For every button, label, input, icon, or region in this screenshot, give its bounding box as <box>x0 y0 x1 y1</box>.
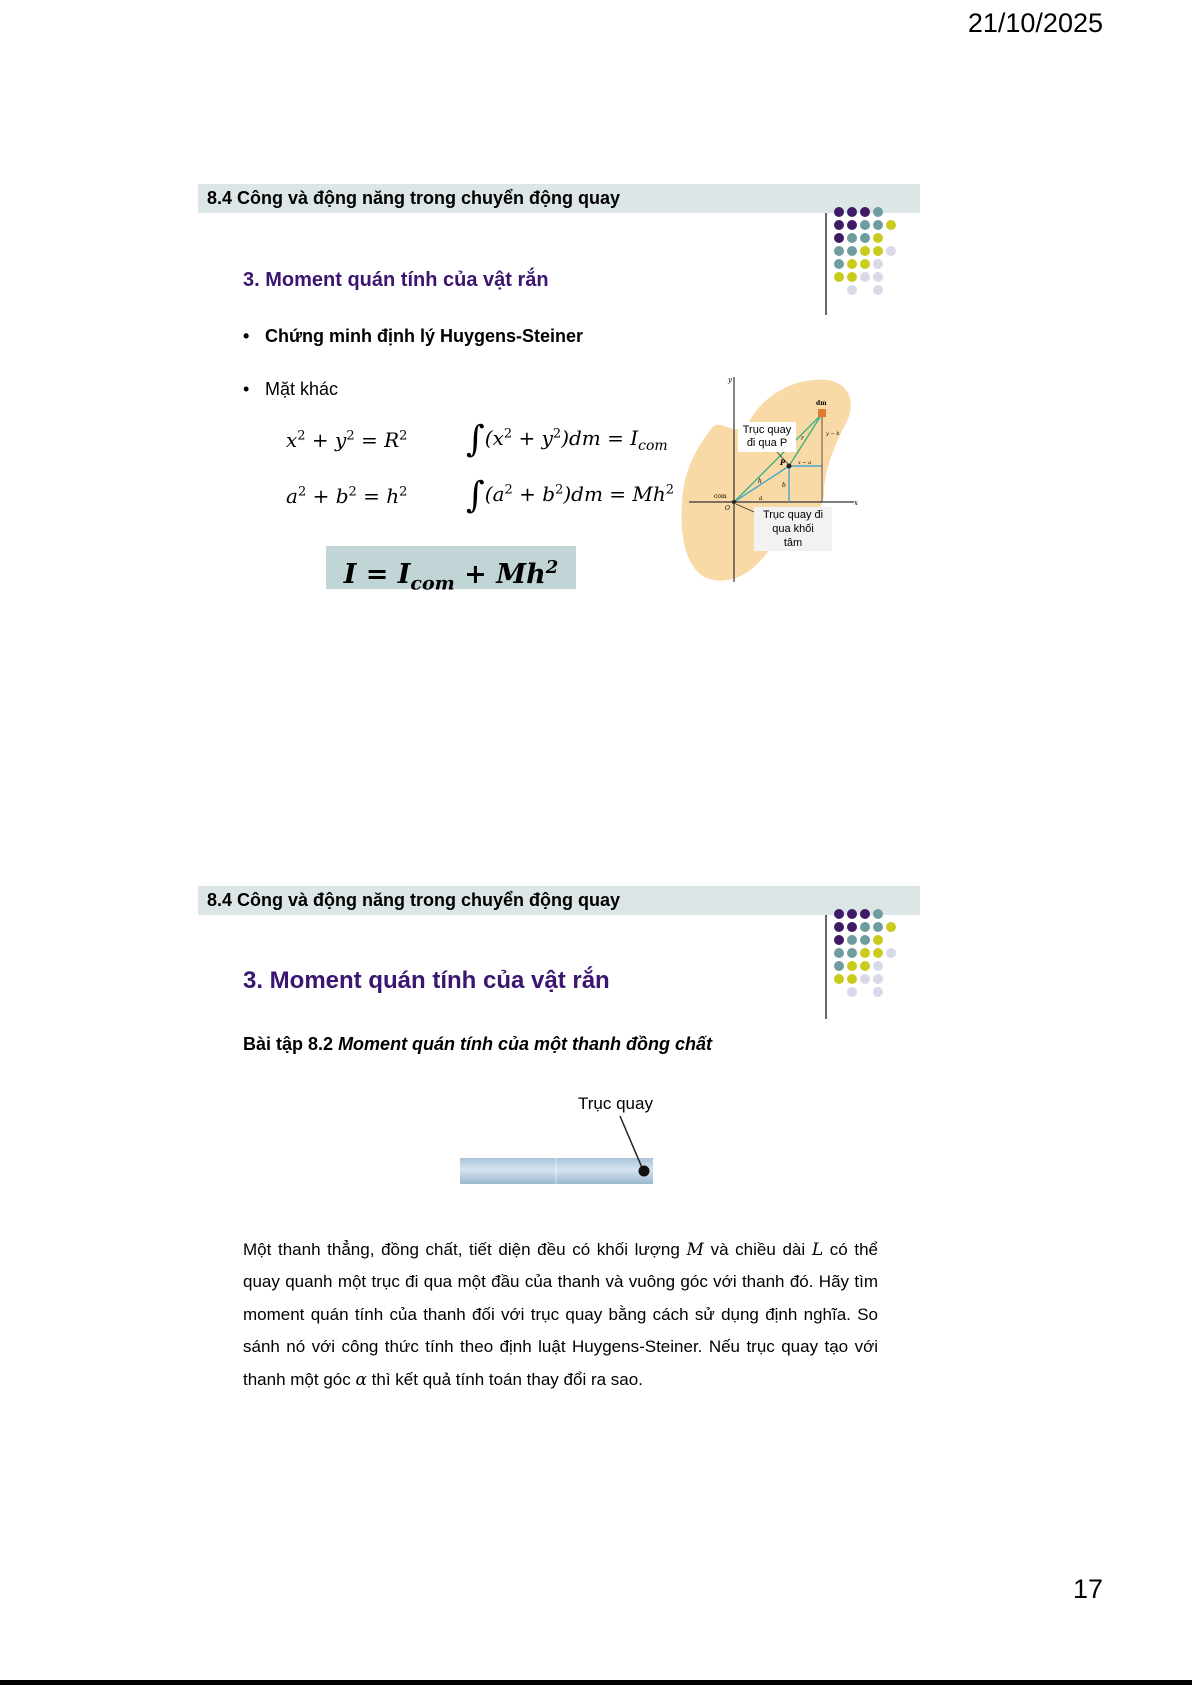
y-minus-b-label: y − b <box>826 431 840 437</box>
com-label: com <box>714 493 727 500</box>
b-label: b <box>782 482 786 489</box>
decor-dot <box>873 961 883 971</box>
decor-dot <box>860 948 870 958</box>
bullet-item <box>243 326 583 347</box>
point-p <box>787 464 792 469</box>
decor-dot <box>886 220 896 230</box>
decor-dot <box>873 272 883 282</box>
y-axis-label: y <box>728 376 732 384</box>
dm-element <box>818 409 826 417</box>
h-label: h <box>758 478 762 485</box>
dm-label: dm <box>816 400 827 407</box>
slide-header-bar <box>198 184 920 213</box>
decor-dot <box>860 922 870 932</box>
symbol-m: M <box>686 1240 704 1260</box>
decor-dot <box>847 961 857 971</box>
decor-dot <box>860 220 870 230</box>
symbol-alpha: α <box>355 1369 367 1390</box>
decor-dot <box>847 220 857 230</box>
decor-dot <box>860 909 870 919</box>
decor-dot <box>860 961 870 971</box>
bullet-mark: • <box>243 379 250 399</box>
decor-dot <box>860 974 870 984</box>
result-formula-box: $I = I_{com} + Mh^2$ <box>326 546 576 589</box>
decor-dot <box>834 220 844 230</box>
decor-dot <box>873 233 883 243</box>
bullet-text: Chứng minh định lý Huygens-Steiner <box>265 326 584 346</box>
com-axis-label-line1: Trục quay đi <box>762 509 824 521</box>
decor-dot <box>847 285 857 295</box>
o-label: O <box>725 505 730 512</box>
decor-dot <box>834 922 844 932</box>
decor-dot <box>873 974 883 984</box>
decor-dot <box>847 935 857 945</box>
huygens-steiner-diagram <box>674 372 874 582</box>
uniform-rod-figure <box>460 1114 660 1184</box>
paragraph-text: thì kết quả tính toán thay đổi ra sao. <box>366 1369 643 1389</box>
section-title: 3. Moment quán tính của vật rắn <box>243 967 610 994</box>
decor-dot <box>873 909 883 919</box>
decor-dot <box>847 259 857 269</box>
decor-dot <box>834 207 844 217</box>
bullet-item <box>243 379 338 400</box>
com-axis-label-line2: qua khối <box>772 523 814 535</box>
decor-dot <box>834 272 844 282</box>
decor-dot <box>860 272 870 282</box>
page-date: 21/10/2025 <box>967 8 1103 38</box>
decor-dot <box>860 207 870 217</box>
section-title: 3. Moment quán tính của vật rắn <box>243 269 549 291</box>
decor-divider <box>825 213 827 315</box>
decor-dot <box>873 948 883 958</box>
equation-h: $a^2 + b^2 = h^2$ <box>286 484 408 508</box>
decor-dot <box>860 935 870 945</box>
p-axis-label-line2: đi qua P <box>746 437 788 449</box>
decor-dot <box>847 909 857 919</box>
x-minus-a-label: x − a <box>798 460 812 466</box>
decor-dot <box>847 922 857 932</box>
equation-integral-mh2: $\int(a^2 + b^2)dm = Mh^2$ <box>466 475 675 516</box>
slide-2 <box>198 886 920 1390</box>
decor-dot <box>873 220 883 230</box>
exercise-paragraph <box>243 1234 878 1396</box>
decor-dot <box>886 948 896 958</box>
exercise-heading <box>243 1034 712 1055</box>
decor-dot <box>873 987 883 997</box>
decor-dot <box>886 246 896 256</box>
decor-dot <box>847 987 857 997</box>
decor-divider <box>825 915 827 1019</box>
slide-header-title: 8.4 Công và động năng trong chuyển động quay <box>207 188 621 208</box>
slide-1 <box>198 184 920 604</box>
decor-dot <box>834 259 844 269</box>
decor-dot <box>847 246 857 256</box>
decor-dot <box>834 246 844 256</box>
rotation-axis-label: Trục quay <box>578 1094 653 1113</box>
decor-dot <box>873 207 883 217</box>
decor-dot <box>886 922 896 932</box>
decor-dot <box>847 974 857 984</box>
pivot-point <box>639 1166 650 1177</box>
paragraph-text: và chiều dài <box>703 1240 812 1259</box>
decor-dot <box>873 285 883 295</box>
decor-dot <box>847 272 857 282</box>
decor-dot <box>873 259 883 269</box>
paragraph-text: Một thanh thẳng, đồng chất, tiết diện đều có khối lượng <box>243 1240 687 1259</box>
r-label: r <box>801 435 804 442</box>
decor-dot <box>873 922 883 932</box>
exercise-label: Bài tập 8.2 <box>243 1034 334 1054</box>
equation-circle: $x^2 + y^2 = R^2$ <box>286 428 408 452</box>
symbol-l: L <box>811 1240 824 1260</box>
decor-dot <box>847 233 857 243</box>
decor-dot <box>834 909 844 919</box>
point-o <box>732 500 736 504</box>
slide-header-title: 8.4 Công và động năng trong chuyển động quay <box>207 890 621 910</box>
decor-dot <box>834 974 844 984</box>
decor-dot <box>860 259 870 269</box>
slide-header-bar <box>198 886 920 915</box>
equation-integral-icom: $\int(x^2 + y^2)dm = I_{com}$ <box>466 419 668 460</box>
decor-dot <box>847 207 857 217</box>
paragraph-text: có thể quay quanh một trục đi qua một đầu của thanh và vuông góc với thanh đó. Hãy tìm moment quán tính của thanh đối với trục quay bằng cách sử dụng định nghĩa. So sánh nó với công thức tính theo định luật Huygens-Steiner. Nếu trục quay tạo với thanh một góc <box>243 1240 878 1389</box>
p-label: P <box>780 458 786 467</box>
decor-dot <box>847 948 857 958</box>
com-axis-label-line3: tâm <box>783 537 803 549</box>
bullet-text: Mặt khác <box>265 379 339 399</box>
decor-dot <box>860 246 870 256</box>
decor-dot <box>860 233 870 243</box>
p-axis-label-line1: Trục quay <box>742 424 792 436</box>
x-axis-label: x <box>854 499 858 507</box>
page-number: 17 <box>1072 1574 1103 1604</box>
decor-dot <box>834 961 844 971</box>
decor-dot <box>873 246 883 256</box>
a-label: a <box>759 495 763 502</box>
decor-dot <box>873 935 883 945</box>
bullet-mark: • <box>243 326 250 346</box>
exercise-title: Moment quán tính của một thanh đồng chất <box>338 1034 713 1054</box>
decor-dot <box>834 935 844 945</box>
decor-dot <box>834 233 844 243</box>
decor-dot <box>834 948 844 958</box>
page-bottom-border <box>0 1680 1192 1685</box>
